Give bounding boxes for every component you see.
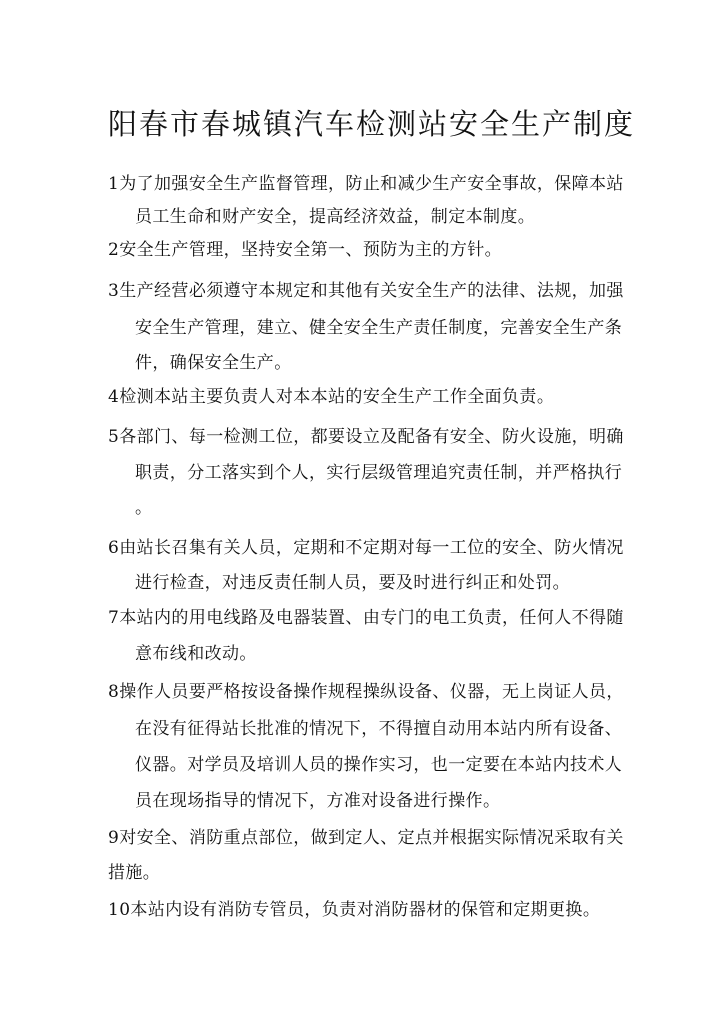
paragraph-5-line-2: 职责，分工落实到个人，实行层级管理追究责任制，并严格执行: [135, 463, 623, 483]
paragraph-8-line-2: 在没有征得站长批准的情况下，不得擅自动用本站内所有设备、: [135, 719, 623, 739]
paragraph-3-line-2: 安全生产管理，建立、健全安全生产责任制度，完善安全生产条: [135, 318, 623, 338]
paragraph-8-line-3: 仪器。对学员及培训人员的操作实习，也一定要在本站内技术人: [135, 755, 623, 775]
paragraph-6-line-2: 进行检查，对违反责任制人员，要及时进行纠正和处罚。: [135, 573, 570, 593]
paragraph-6-line-1: 6由站长召集有关人员，定期和不定期对每一工位的安全、防火情况: [108, 538, 624, 558]
paragraph-9-line-1: 9对安全、消防重点部位，做到定人、定点并根据实际情况采取有关: [108, 828, 624, 848]
paragraph-3-line-3: 件，确保安全生产。: [135, 353, 292, 373]
paragraph-4-line-1: 4检测本站主要负责人对本本站的安全生产工作全面负责。: [108, 387, 555, 407]
paragraph-3-line-1: 3生产经营必须遵守本规定和其他有关安全生产的法律、法规，加强: [108, 281, 624, 301]
document-title: 阳春市春城镇汽车检测站安全生产制度: [108, 107, 636, 141]
paragraph-8-line-1: 8操作人员要严格按设备操作规程操纵设备、仪器，无上岗证人员，: [108, 682, 624, 702]
paragraph-7-line-1: 7本站内的用电线路及电器装置、由专门的电工负责，任何人不得随: [108, 608, 624, 628]
paragraph-7-line-2: 意布线和改动。: [135, 644, 257, 664]
paragraph-2-line-1: 2安全生产管理，坚持安全第一、预防为主的方针。: [108, 240, 503, 260]
paragraph-5-line-1: 5各部门、每一检测工位，都要设立及配备有安全、防火设施，明确: [108, 427, 624, 447]
paragraph-10-line-1: 10本站内设有消防专管员，负责对消防器材的保管和定期更换。: [108, 900, 601, 920]
paragraph-1-line-2: 员工生命和财产安全，提高经济效益，制定本制度。: [135, 207, 536, 227]
paragraph-1-line-1: 1为了加强安全生产监督管理，防止和减少生产安全事故，保障本站: [108, 174, 624, 194]
paragraph-5-line-3: 。: [135, 498, 153, 518]
paragraph-9-line-2: 措施。: [108, 863, 161, 883]
paragraph-8-line-4: 员在现场指导的情况下，方准对设备进行操作。: [135, 791, 501, 811]
